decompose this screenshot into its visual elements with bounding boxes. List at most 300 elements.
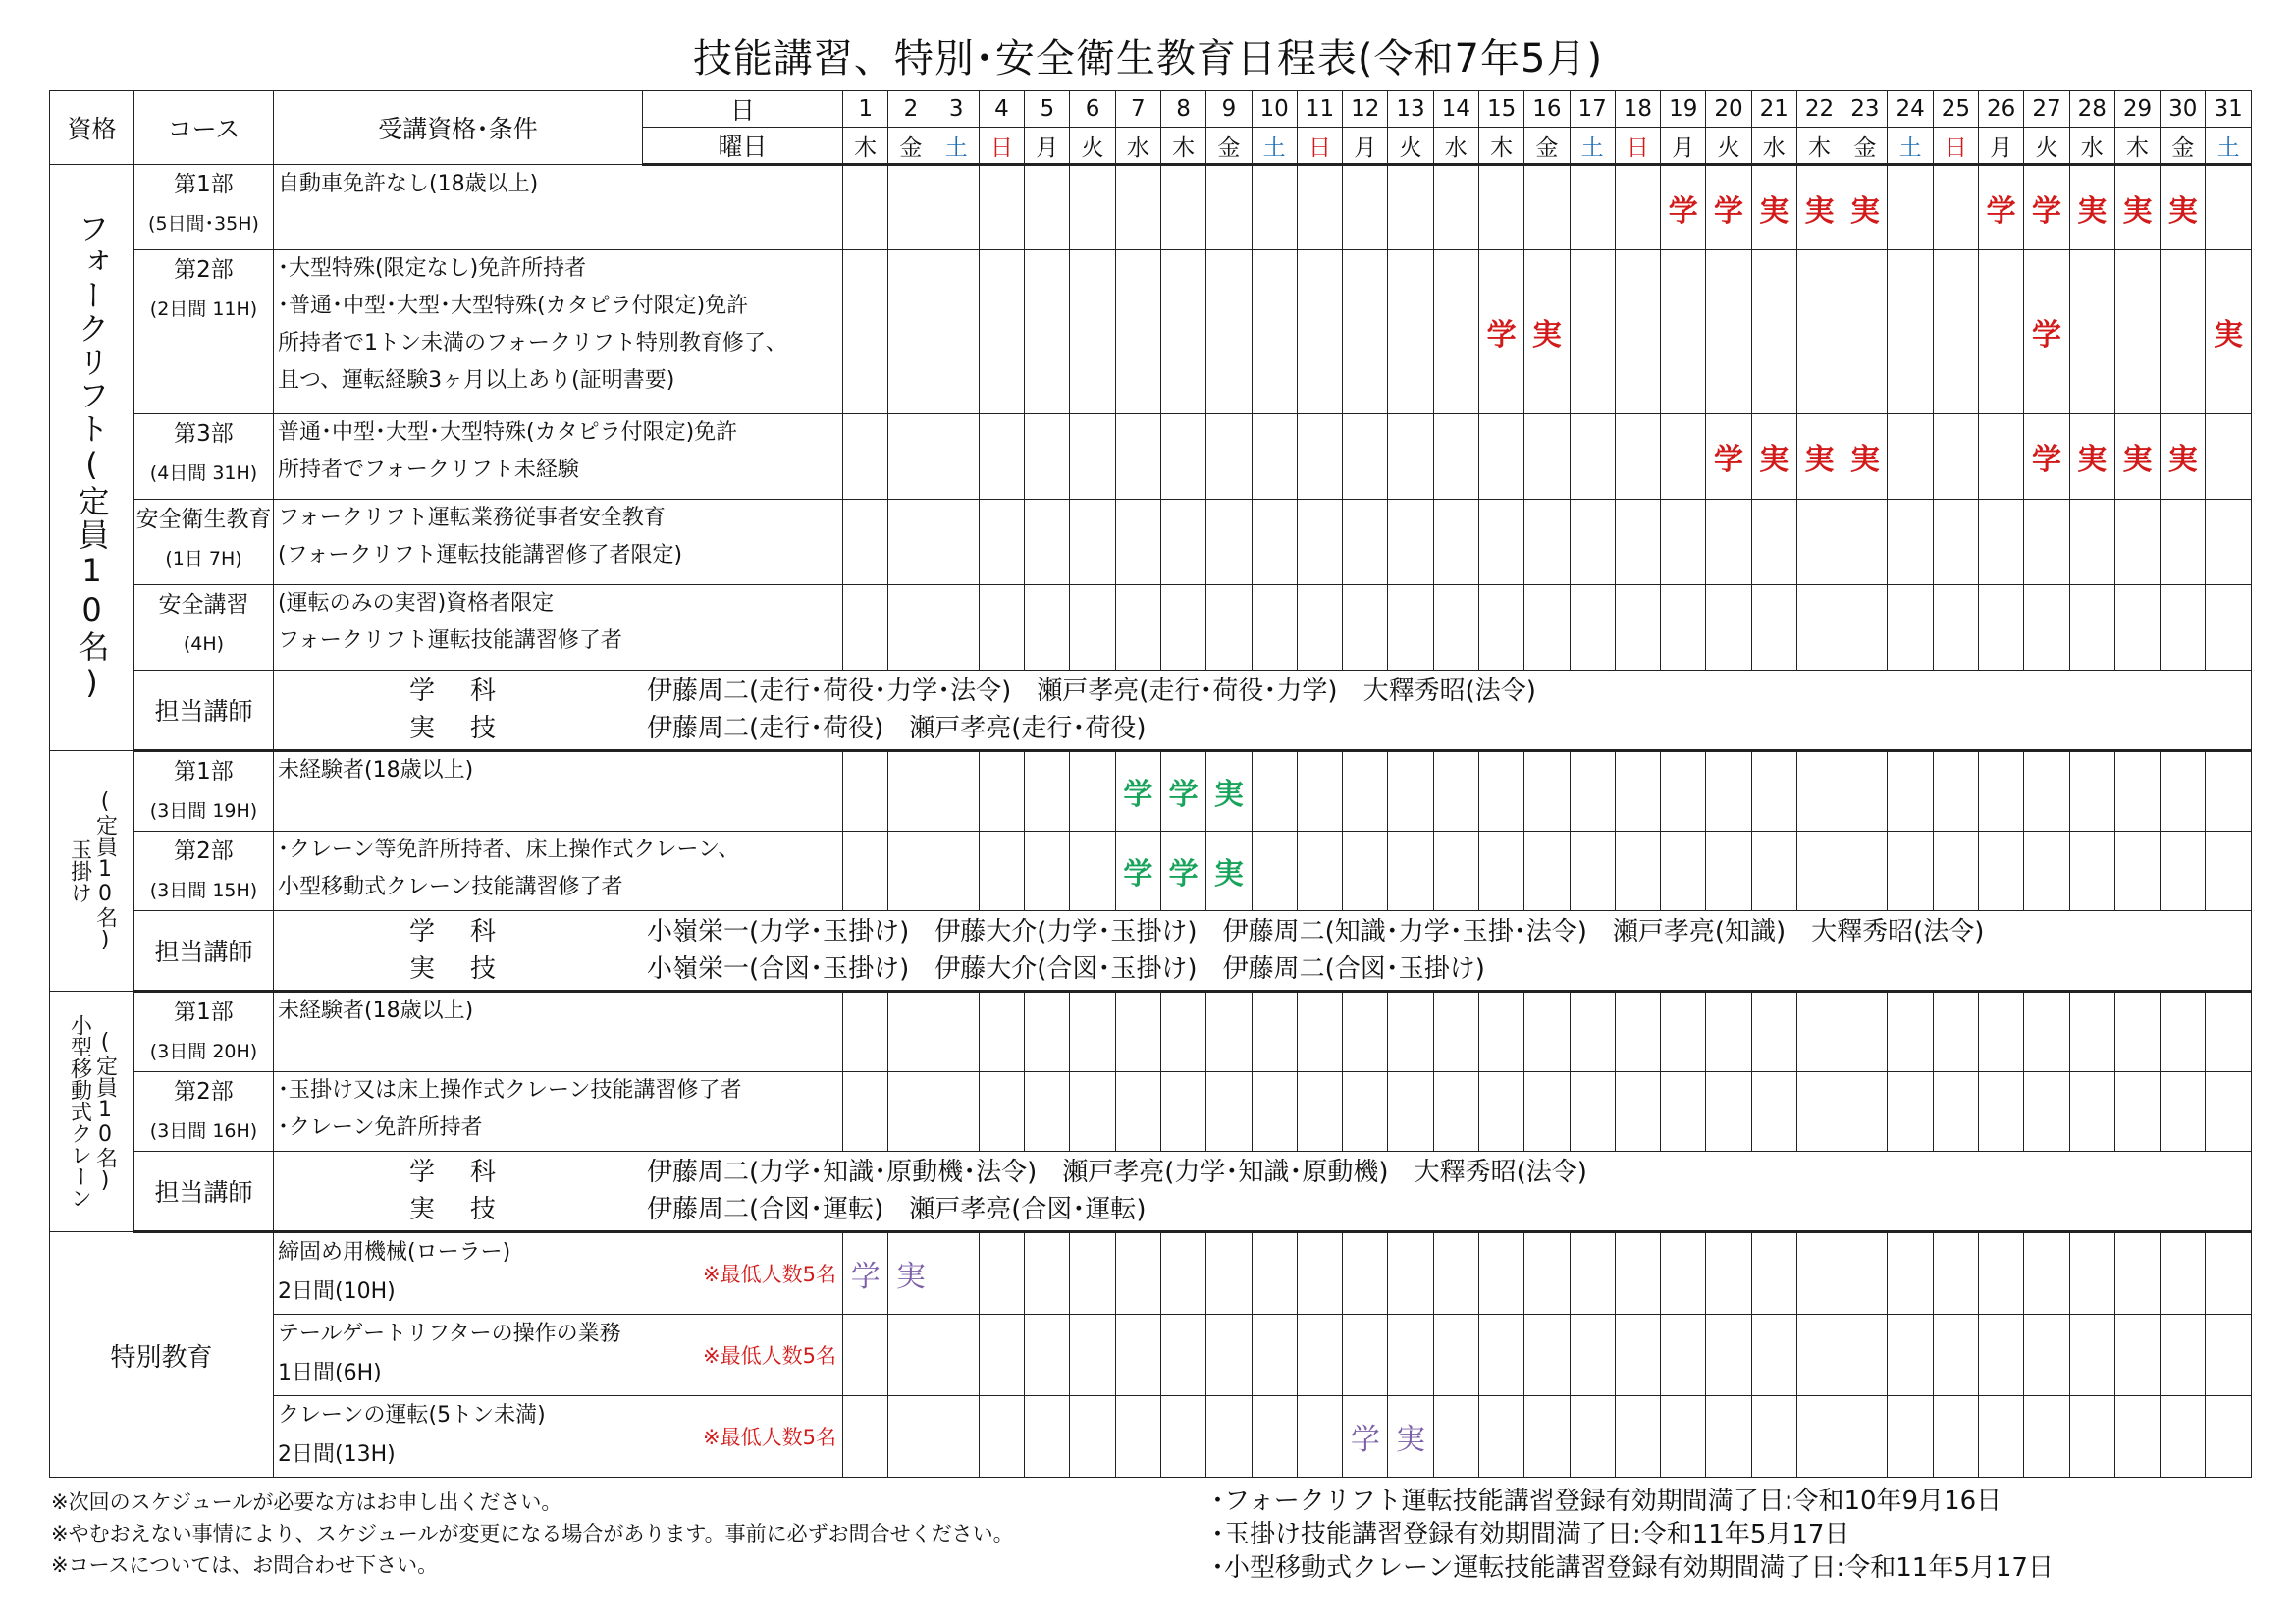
schedule-cell	[1388, 414, 1433, 500]
schedule-cell	[1796, 1232, 1842, 1315]
schedule-cell	[1297, 832, 1342, 911]
condition-line: 自動車免許なし(18歳以上)	[278, 172, 539, 196]
weekday-cell: 金	[888, 128, 934, 165]
condition-line: ･大型特殊(限定なし)免許所持者	[278, 256, 587, 281]
day-number: 20	[1706, 91, 1751, 128]
weekday-cell: 日	[1297, 128, 1342, 165]
schedule-cell	[1252, 832, 1297, 911]
condition-line: 1日間(6H)	[278, 1361, 382, 1385]
instructor-kind: 実技	[409, 954, 532, 984]
schedule-cell	[1252, 1072, 1297, 1152]
schedule-cell	[1524, 165, 1570, 250]
weekday-cell: 水	[1751, 128, 1796, 165]
schedule-cell	[888, 250, 934, 414]
schedule-cell	[1796, 1315, 1842, 1396]
weekday-cell: 木	[1796, 128, 1842, 165]
header-row-days	[50, 91, 2252, 128]
schedule-cell	[1933, 500, 1978, 585]
weekday-cell: 日	[1933, 128, 1978, 165]
instructor-names	[274, 1152, 2252, 1232]
condition-line: 締固め用機械(ローラー)	[278, 1240, 511, 1265]
instructor-line	[274, 710, 2251, 747]
schedule-cell	[1888, 1315, 1933, 1396]
schedule-cell	[1661, 500, 1706, 585]
schedule-cell	[2161, 1232, 2206, 1315]
schedule-cell	[1751, 500, 1796, 585]
schedule-mark: 学	[1478, 250, 1523, 414]
schedule-cell	[1796, 832, 1842, 911]
day-number: 11	[1297, 91, 1342, 128]
crane-course	[134, 1072, 274, 1152]
special-conditions	[274, 1315, 843, 1396]
weekday-cell: 水	[1115, 128, 1160, 165]
footer-expiry-line: ･小型移動式クレーン運転技能講習登録有効期間満了日:令和11年5月17日	[1211, 1553, 2054, 1583]
schedule-mark: 実	[1842, 165, 1888, 250]
forklift-conditions	[274, 250, 843, 414]
schedule-cell	[1842, 1315, 1888, 1396]
special-conditions	[274, 1396, 843, 1478]
day-number: 30	[2161, 91, 2206, 128]
header-weekday-label: 曜日	[643, 128, 843, 165]
schedule-cell	[1524, 1396, 1570, 1478]
schedule-cell	[1433, 1396, 1478, 1478]
schedule-cell	[1570, 1232, 1615, 1315]
schedule-cell	[843, 250, 888, 414]
schedule-mark: 学	[1661, 165, 1706, 250]
schedule-cell	[843, 500, 888, 585]
schedule-mark: 学	[1115, 751, 1160, 832]
condition-line: ･玉掛け又は床上操作式クレーン技能講習修了者	[278, 1078, 742, 1103]
schedule-cell	[888, 832, 934, 911]
course-row	[50, 751, 2252, 832]
schedule-cell	[1751, 751, 1796, 832]
schedule-cell	[1025, 1315, 1070, 1396]
schedule-cell	[1570, 832, 1615, 911]
schedule-cell	[1751, 1396, 1796, 1478]
day-number: 22	[1796, 91, 1842, 128]
schedule-cell	[1888, 832, 1933, 911]
schedule-mark: 学	[1160, 832, 1205, 911]
instructor-line	[274, 1154, 2251, 1191]
schedule-cell	[1433, 585, 1478, 671]
schedule-cell	[1570, 1396, 1615, 1478]
weekday-cell: 土	[934, 128, 979, 165]
day-number: 1	[843, 91, 888, 128]
schedule-cell	[1388, 165, 1433, 250]
day-number: 12	[1343, 91, 1388, 128]
schedule-cell	[2206, 832, 2251, 911]
schedule-cell	[1842, 992, 1888, 1072]
section-name-text: 小型移動式クレーン	[67, 1014, 92, 1209]
day-number: 3	[934, 91, 979, 128]
schedule-cell	[1842, 1396, 1888, 1478]
schedule-mark: 実	[1388, 1396, 1433, 1478]
weekday-cell: 日	[979, 128, 1024, 165]
schedule-cell	[1796, 500, 1842, 585]
header-day-label: 日	[643, 91, 843, 128]
condition-line: ･クレーン等免許所持者、床上操作式クレーン、	[278, 838, 740, 862]
schedule-cell	[2069, 500, 2114, 585]
schedule-cell	[888, 585, 934, 671]
schedule-cell	[843, 1396, 888, 1478]
day-number: 19	[1661, 91, 1706, 128]
schedule-cell	[1115, 992, 1160, 1072]
schedule-cell	[1661, 1396, 1706, 1478]
schedule-cell	[1070, 250, 1115, 414]
schedule-cell	[1842, 585, 1888, 671]
schedule-cell	[1661, 832, 1706, 911]
schedule-cell	[1979, 751, 2024, 832]
schedule-cell	[934, 165, 979, 250]
instructor-list: 伊藤周二(力学･知識･原動機･法令) 瀬戸孝亮(力学･知識･原動機) 大釋秀昭(法令)	[647, 1158, 1587, 1187]
schedule-cell	[1661, 585, 1706, 671]
tamagake-course	[134, 832, 274, 911]
schedule-cell	[1842, 1232, 1888, 1315]
schedule-cell	[1933, 414, 1978, 500]
schedule-cell	[979, 751, 1024, 832]
instructor-kind: 実技	[409, 714, 532, 743]
minimum-note: ※最低人数5名	[703, 1263, 836, 1286]
weekday-cell: 土	[1252, 128, 1297, 165]
schedule-cell	[1751, 1315, 1796, 1396]
schedule-cell	[2114, 500, 2160, 585]
forklift-course	[134, 250, 274, 414]
schedule-cell	[1433, 1232, 1478, 1315]
condition-line: 所持者で1トン未満のフォークリフト特別教育修了、	[278, 331, 787, 355]
schedule-mark: 実	[2114, 165, 2160, 250]
course-name: 安全衛生教育	[135, 507, 272, 532]
schedule-cell	[979, 992, 1024, 1072]
course-duration: (2日間 11H)	[149, 298, 258, 320]
header-conditions: 受講資格･条件	[274, 91, 643, 165]
schedule-cell	[1570, 992, 1615, 1072]
schedule-cell	[2114, 832, 2160, 911]
condition-line: (フォークリフト運転技能講習修了者限定)	[278, 543, 683, 568]
special-label: 特別教育	[50, 1232, 274, 1478]
schedule-cell	[1115, 585, 1160, 671]
schedule-cell	[979, 500, 1024, 585]
schedule-cell	[1478, 751, 1523, 832]
schedule-cell	[1343, 1232, 1388, 1315]
schedule-cell	[2114, 250, 2160, 414]
instructor-names	[274, 671, 2252, 751]
schedule-cell	[1297, 992, 1342, 1072]
header-course: コース	[134, 91, 274, 165]
schedule-cell	[1478, 992, 1523, 1072]
schedule-cell	[1388, 250, 1433, 414]
course-duration: (3日間 20H)	[149, 1041, 258, 1062]
minimum-note: ※最低人数5名	[703, 1344, 836, 1368]
condition-line: (運転のみの実習)資格者限定	[278, 591, 555, 616]
condition-line: フォークリフト運転業務従事者安全教育	[278, 506, 666, 530]
schedule-mark: 実	[2069, 414, 2114, 500]
schedule-cell	[1888, 1232, 1933, 1315]
schedule-cell	[1160, 250, 1205, 414]
schedule-mark: 学	[1706, 165, 1751, 250]
schedule-cell	[1206, 165, 1252, 250]
forklift-course	[134, 500, 274, 585]
schedule-cell	[1888, 250, 1933, 414]
schedule-mark: 実	[1751, 165, 1796, 250]
schedule-cell	[1979, 585, 2024, 671]
special-conditions	[274, 1232, 843, 1315]
schedule-cell	[888, 992, 934, 1072]
schedule-cell	[888, 751, 934, 832]
schedule-cell	[1524, 414, 1570, 500]
weekday-cell: 月	[1025, 128, 1070, 165]
schedule-cell	[1297, 250, 1342, 414]
day-number: 14	[1433, 91, 1478, 128]
schedule-cell	[1343, 500, 1388, 585]
schedule-cell	[843, 1072, 888, 1152]
schedule-cell	[2161, 585, 2206, 671]
forklift-label	[50, 165, 134, 751]
schedule-cell	[1070, 585, 1115, 671]
condition-line: テールゲートリフターの操作の業務	[278, 1322, 621, 1346]
course-name: 第1部	[174, 1000, 234, 1025]
schedule-table	[49, 90, 2252, 1478]
schedule-cell	[2024, 1232, 2069, 1315]
weekday-cell: 月	[1661, 128, 1706, 165]
schedule-cell	[1933, 165, 1978, 250]
schedule-cell	[1252, 165, 1297, 250]
schedule-cell	[888, 165, 934, 250]
schedule-cell	[1252, 250, 1297, 414]
schedule-cell	[1570, 414, 1615, 500]
schedule-cell	[2206, 1315, 2251, 1396]
weekday-cell: 水	[1433, 128, 1478, 165]
day-number: 8	[1160, 91, 1205, 128]
schedule-cell	[843, 832, 888, 911]
schedule-mark: 実	[1796, 165, 1842, 250]
schedule-cell	[1206, 1072, 1252, 1152]
forklift-conditions	[274, 585, 843, 671]
schedule-cell	[1343, 165, 1388, 250]
schedule-cell	[1343, 250, 1388, 414]
course-name: 第2部	[174, 1079, 234, 1105]
schedule-cell	[1478, 165, 1523, 250]
crane-conditions	[274, 1072, 843, 1152]
course-row	[50, 1072, 2252, 1152]
schedule-mark: 実	[2161, 414, 2206, 500]
schedule-cell	[1160, 585, 1205, 671]
schedule-cell	[1706, 1072, 1751, 1152]
schedule-cell	[1706, 992, 1751, 1072]
tamagake-conditions	[274, 832, 843, 911]
schedule-cell	[1252, 585, 1297, 671]
day-number: 2	[888, 91, 934, 128]
schedule-cell	[1206, 1315, 1252, 1396]
schedule-cell	[1933, 832, 1978, 911]
schedule-cell	[1615, 250, 1660, 414]
schedule-cell	[1478, 414, 1523, 500]
schedule-cell	[1933, 1072, 1978, 1152]
schedule-cell	[1025, 1396, 1070, 1478]
schedule-cell	[979, 1072, 1024, 1152]
schedule-mark: 実	[2114, 414, 2160, 500]
weekday-cell: 木	[1478, 128, 1523, 165]
course-name: 第2部	[174, 839, 234, 864]
day-number: 9	[1206, 91, 1252, 128]
instructor-names	[274, 911, 2252, 992]
schedule-cell	[2114, 1315, 2160, 1396]
schedule-mark: 実	[888, 1232, 934, 1315]
course-name: 第3部	[174, 421, 234, 447]
schedule-cell	[1343, 585, 1388, 671]
tamagake-conditions	[274, 751, 843, 832]
crane-label-text	[50, 1014, 133, 1209]
schedule-cell	[1070, 165, 1115, 250]
schedule-cell	[1297, 1232, 1342, 1315]
course-row	[50, 832, 2252, 911]
schedule-cell	[1888, 751, 1933, 832]
schedule-cell	[1433, 751, 1478, 832]
schedule-cell	[2206, 414, 2251, 500]
schedule-cell	[1979, 1315, 2024, 1396]
schedule-cell	[2161, 751, 2206, 832]
schedule-cell	[1706, 1232, 1751, 1315]
schedule-cell	[1115, 414, 1160, 500]
schedule-mark: 実	[1751, 414, 1796, 500]
schedule-cell	[2161, 250, 2206, 414]
schedule-cell	[1070, 1396, 1115, 1478]
weekday-cell: 月	[1979, 128, 2024, 165]
schedule-cell	[1070, 500, 1115, 585]
schedule-cell	[979, 414, 1024, 500]
schedule-cell	[1524, 500, 1570, 585]
day-number: 24	[1888, 91, 1933, 128]
schedule-cell	[1343, 1072, 1388, 1152]
schedule-cell	[1115, 1396, 1160, 1478]
schedule-cell	[1070, 1232, 1115, 1315]
schedule-cell	[1570, 1072, 1615, 1152]
schedule-cell	[2069, 992, 2114, 1072]
weekday-cell: 金	[1524, 128, 1570, 165]
schedule-cell	[1933, 1232, 1978, 1315]
condition-line: 小型移動式クレーン技能講習修了者	[278, 875, 623, 899]
schedule-cell	[2069, 1072, 2114, 1152]
schedule-mark: 実	[1796, 414, 1842, 500]
instructor-kind: 実技	[409, 1195, 532, 1224]
schedule-cell	[2024, 500, 2069, 585]
schedule-cell	[1706, 1396, 1751, 1478]
day-number: 7	[1115, 91, 1160, 128]
condition-line: 未経験者(18歳以上)	[278, 999, 474, 1023]
course-name: 第1部	[174, 172, 234, 197]
footer-notes	[51, 1487, 1014, 1581]
day-number: 4	[979, 91, 1024, 128]
schedule-cell	[934, 832, 979, 911]
schedule-cell	[1070, 751, 1115, 832]
schedule-cell	[1388, 992, 1433, 1072]
special-row	[50, 1396, 2252, 1478]
schedule-cell	[2114, 1072, 2160, 1152]
schedule-cell	[1160, 1396, 1205, 1478]
schedule-cell	[2114, 1396, 2160, 1478]
footer-note-line: ※次回のスケジュールが必要な方はお申し出ください。	[51, 1490, 562, 1514]
schedule-cell	[1524, 1072, 1570, 1152]
course-duration: (3日間 15H)	[149, 880, 258, 901]
schedule-cell	[2024, 832, 2069, 911]
weekday-cell: 水	[2069, 128, 2114, 165]
schedule-cell	[1751, 1072, 1796, 1152]
schedule-cell	[979, 250, 1024, 414]
capacity-text: (定員10名)	[92, 1030, 118, 1193]
schedule-cell	[934, 1072, 979, 1152]
schedule-cell	[2161, 1072, 2206, 1152]
schedule-cell	[1070, 832, 1115, 911]
schedule-cell	[1388, 832, 1433, 911]
schedule-cell	[2206, 165, 2251, 250]
schedule-mark: 実	[2206, 250, 2251, 414]
schedule-cell	[1888, 1396, 1933, 1478]
schedule-cell	[2114, 1232, 2160, 1315]
schedule-cell	[843, 992, 888, 1072]
schedule-cell	[1796, 1072, 1842, 1152]
day-number: 29	[2114, 91, 2160, 128]
schedule-mark: 学	[2024, 165, 2069, 250]
capacity-text: (定員10名)	[92, 789, 118, 952]
schedule-cell	[1706, 1315, 1751, 1396]
schedule-cell	[2069, 751, 2114, 832]
instructor-label: 担当講師	[134, 671, 274, 751]
schedule-cell	[934, 1232, 979, 1315]
schedule-cell	[1115, 500, 1160, 585]
schedule-cell	[1615, 1232, 1660, 1315]
schedule-cell	[2161, 1315, 2206, 1396]
schedule-cell	[888, 1396, 934, 1478]
schedule-cell	[934, 250, 979, 414]
schedule-cell	[1524, 832, 1570, 911]
schedule-cell	[888, 500, 934, 585]
condition-line: 普通･中型･大型･大型特殊(カタピラ付限定)免許	[278, 420, 738, 445]
schedule-cell	[1160, 1072, 1205, 1152]
schedule-cell	[1615, 1396, 1660, 1478]
schedule-cell	[1570, 500, 1615, 585]
schedule-cell	[1615, 585, 1660, 671]
schedule-cell	[1706, 500, 1751, 585]
weekday-cell: 木	[2114, 128, 2160, 165]
instructor-list: 伊藤周二(走行･荷役･力学･法令) 瀬戸孝亮(走行･荷役･力学) 大釋秀昭(法令)	[647, 677, 1536, 706]
day-number: 25	[1933, 91, 1978, 128]
condition-line: ･普通･中型･大型･大型特殊(カタピラ付限定)免許	[278, 294, 749, 318]
schedule-cell	[1297, 585, 1342, 671]
schedule-cell	[1433, 165, 1478, 250]
instructor-kind: 学科	[409, 1158, 532, 1187]
schedule-cell	[1025, 500, 1070, 585]
schedule-cell	[1343, 992, 1388, 1072]
schedule-cell	[1979, 414, 2024, 500]
schedule-cell	[1796, 1396, 1842, 1478]
schedule-cell	[1433, 1072, 1478, 1152]
schedule-cell	[1478, 1396, 1523, 1478]
schedule-cell	[1796, 751, 1842, 832]
schedule-mark: 学	[1160, 751, 1205, 832]
day-number: 26	[1979, 91, 2024, 128]
schedule-cell	[1933, 751, 1978, 832]
schedule-cell	[979, 1315, 1024, 1396]
schedule-cell	[843, 414, 888, 500]
course-duration: (3日間 19H)	[149, 800, 258, 822]
tamagake-course	[134, 751, 274, 832]
tamagake-label-text	[50, 789, 133, 952]
schedule-cell	[934, 1315, 979, 1396]
schedule-cell	[934, 751, 979, 832]
schedule-cell	[2024, 992, 2069, 1072]
schedule-cell	[1160, 165, 1205, 250]
schedule-cell	[1343, 832, 1388, 911]
schedule-cell	[1615, 414, 1660, 500]
